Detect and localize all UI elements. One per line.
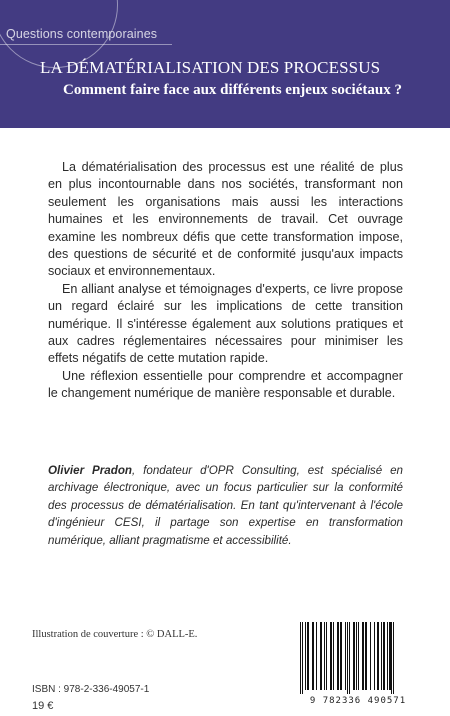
author-bio-text: , fondateur d'OPR Consulting, est spécialisé en archivage électronique, avec un focus particulier sur la conformité des processus de dématérialisation. En tant qu'intervenant à l'école d'ingénieur CESI, il partage son expertise en transformation numérique, alliant pragmatisme et accessibilité.: [48, 464, 403, 547]
author-bio: [48, 462, 403, 549]
isbn: ISBN : 978-2-336-49057-1: [32, 684, 150, 695]
series-logo-line: [0, 44, 172, 45]
barcode: [294, 620, 422, 704]
blurb-paragraph-1: La dématérialisation des processus est une réalité de plus en plus incontournable dans nos sociétés, transformant non seulement les organisations mais aussi les interactions humaines et les environnements de travail. Cet ouvrage examine les nombreux défis que cette transformation impose, des questions de sécurité et de conformité jusqu'aux impacts sociaux et environnementaux.: [48, 160, 403, 279]
blurb-paragraph-2: En alliant analyse et témoignages d'experts, ce livre propose un regard éclairé sur les implications de cette transition numérique. Il s'intéresse également aux solutions pratiques et aux cadres réglementaires nécessaires pour minimiser les effets négatifs de cette mutation rapide.: [48, 281, 403, 366]
series-name: Questions contemporaines: [6, 27, 158, 41]
author-name: Olivier Pradon: [48, 464, 132, 477]
barcode-bars: [294, 620, 422, 694]
book-subtitle: Comment faire face aux différents enjeux sociétaux ?: [63, 82, 402, 98]
price: 19 €: [32, 700, 54, 712]
blurb-paragraph-3: Une réflexion essentielle pour comprendre et accompagner le changement numérique de manière responsable et durable.: [48, 368, 403, 401]
blurb: [48, 159, 403, 403]
illustration-credit: Illustration de couverture : © DALL-E.: [32, 629, 198, 640]
cover-header: [0, 0, 450, 128]
barcode-digits: 9 782336 490571: [309, 696, 407, 706]
book-title: LA DÉMATÉRIALISATION DES PROCESSUS: [40, 58, 381, 77]
